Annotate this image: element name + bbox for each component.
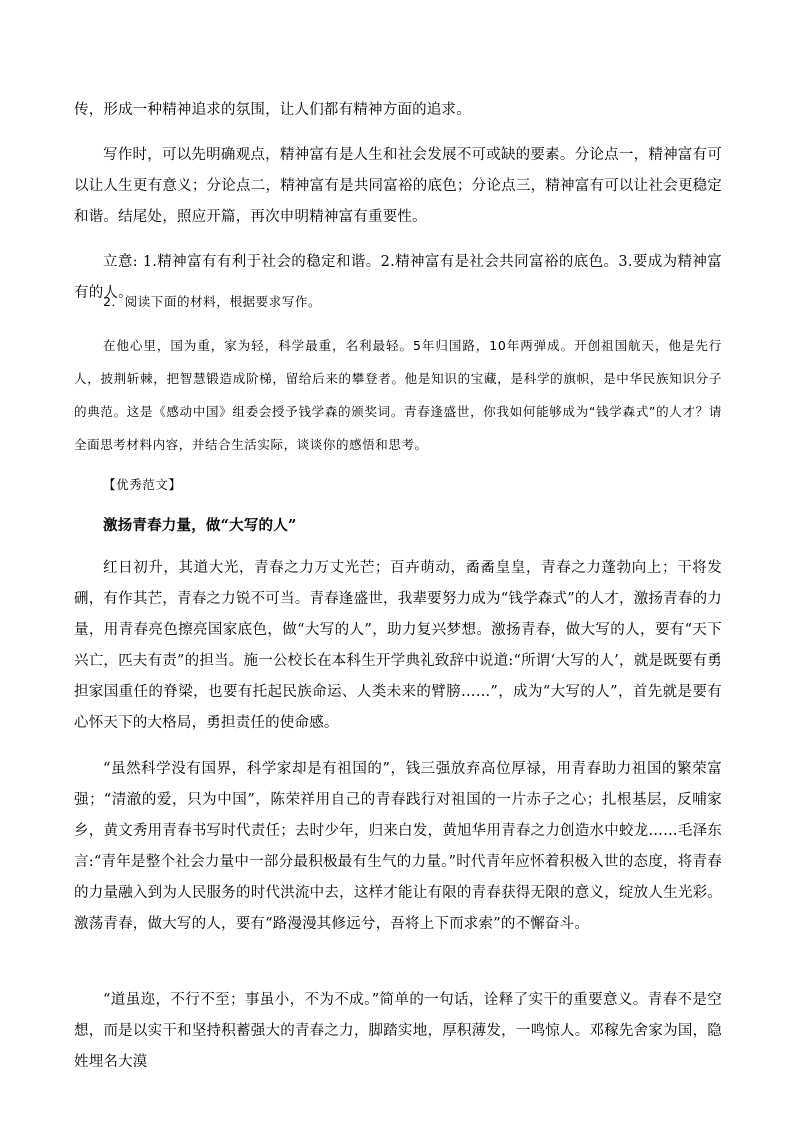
question-prompt: 2．阅读下面的材料，根据要求写作。: [103, 294, 322, 309]
section-label-model-essay: 【优秀范文】: [103, 477, 182, 492]
paragraph-thesis-points: 立意: 1.精神富有有利于社会的稳定和谐。2.精神富有是社会共同富裕的底色。3.要成为精神富有的人。: [74, 254, 722, 301]
essay-title: 激扬青春力量，做“大写的人”: [103, 517, 297, 534]
material-text: 在他心里，国为重，家为轻，科学最重，名利最轻。5年归国路，10年两弹成。开创祖国航天，他是先行人，披荆斩棘，把智慧锻造成阶梯，留给后来的攀登者。他是知识的宝藏，是科学的旗帜，是中华民族知识分子的典范。这是《感动中国》组委会授予钱学森的颁奖词。青春逢盛世，你我如何能够成为“钱学森式”的人才？请全面思考材料内容，并结合生活实际，谈谈你的感悟和思考。: [74, 338, 722, 452]
essay-paragraph-3: “道虽迩，不行不至；事虽小，不为不成。”简单的一句话，诠释了实干的重要意义。青春不是空想，而是以实干和坚持积蓄强大的青春之力，脚踏实地，厚积薄发，一鸣惊人。邓稼先舍家为国，隐姓埋名大漠: [74, 992, 722, 1070]
paragraph-continuation: 传，形成一种精神追求的氛围，让人们都有精神方面的追求。: [74, 102, 471, 118]
essay-paragraph-2: “虽然科学没有国界，科学家却是有祖国的”，钱三强放弃高位厚禄，用青春助力祖国的繁荣富强；“清澈的爱，只为中国”，陈荣祥用自己的青春践行对祖国的一片赤子之心；扎根基层，反哺家乡，黄文秀用青春书写时代责任；去时少年，归来白发，黄旭华用青春之力创造水中蛟龙……毛泽东言:“青年是整个社会力量中一部分最积极最有生气的力量。”时代青年应怀着积极入世的态度，将青春的力量融入到为人民服务的时代洪流中去，这样才能让有限的青春获得无限的意义，绽放人生光彩。激荡青春，做大写的人，要有“路漫漫其修远兮，吾将上下而求索”的不懈奋斗。: [74, 761, 722, 932]
essay-paragraph-1: 红日初升，其道大光，青春之力万丈光芒；百卉萌动，矞矞皇皇，青春之力蓬勃向上；干将发硎，有作其芒，青春之力锐不可当。青春逢盛世，我辈要努力成为“钱学森式”的人才，激扬青春的力量，用青春亮色擦亮国家底色，做“大写的人”，助力复兴梦想。激扬青春，做大写的人，要有“天下兴亡，匹夫有责”的担当。施一公校长在本科生开学典礼致辞中说道:“所谓‘大写的人’，就是既要有勇担家国重任的脊梁，也要有托起民族命运、人类未来的臂膀……”，成为“大写的人”，首先就是要有心怀天下的大格局，勇担责任的使命感。: [74, 560, 722, 731]
paragraph-writing-guidance: 写作时，可以先明确观点，精神富有是人生和社会发展不可或缺的要素。分论点一，精神富有可以让人生更有意义；分论点二，精神富有是共同富裕的底色；分论点三，精神富有可以让社会更稳定和谐。结尾处，照应开篇，再次申明精神富有重要性。: [74, 147, 722, 225]
